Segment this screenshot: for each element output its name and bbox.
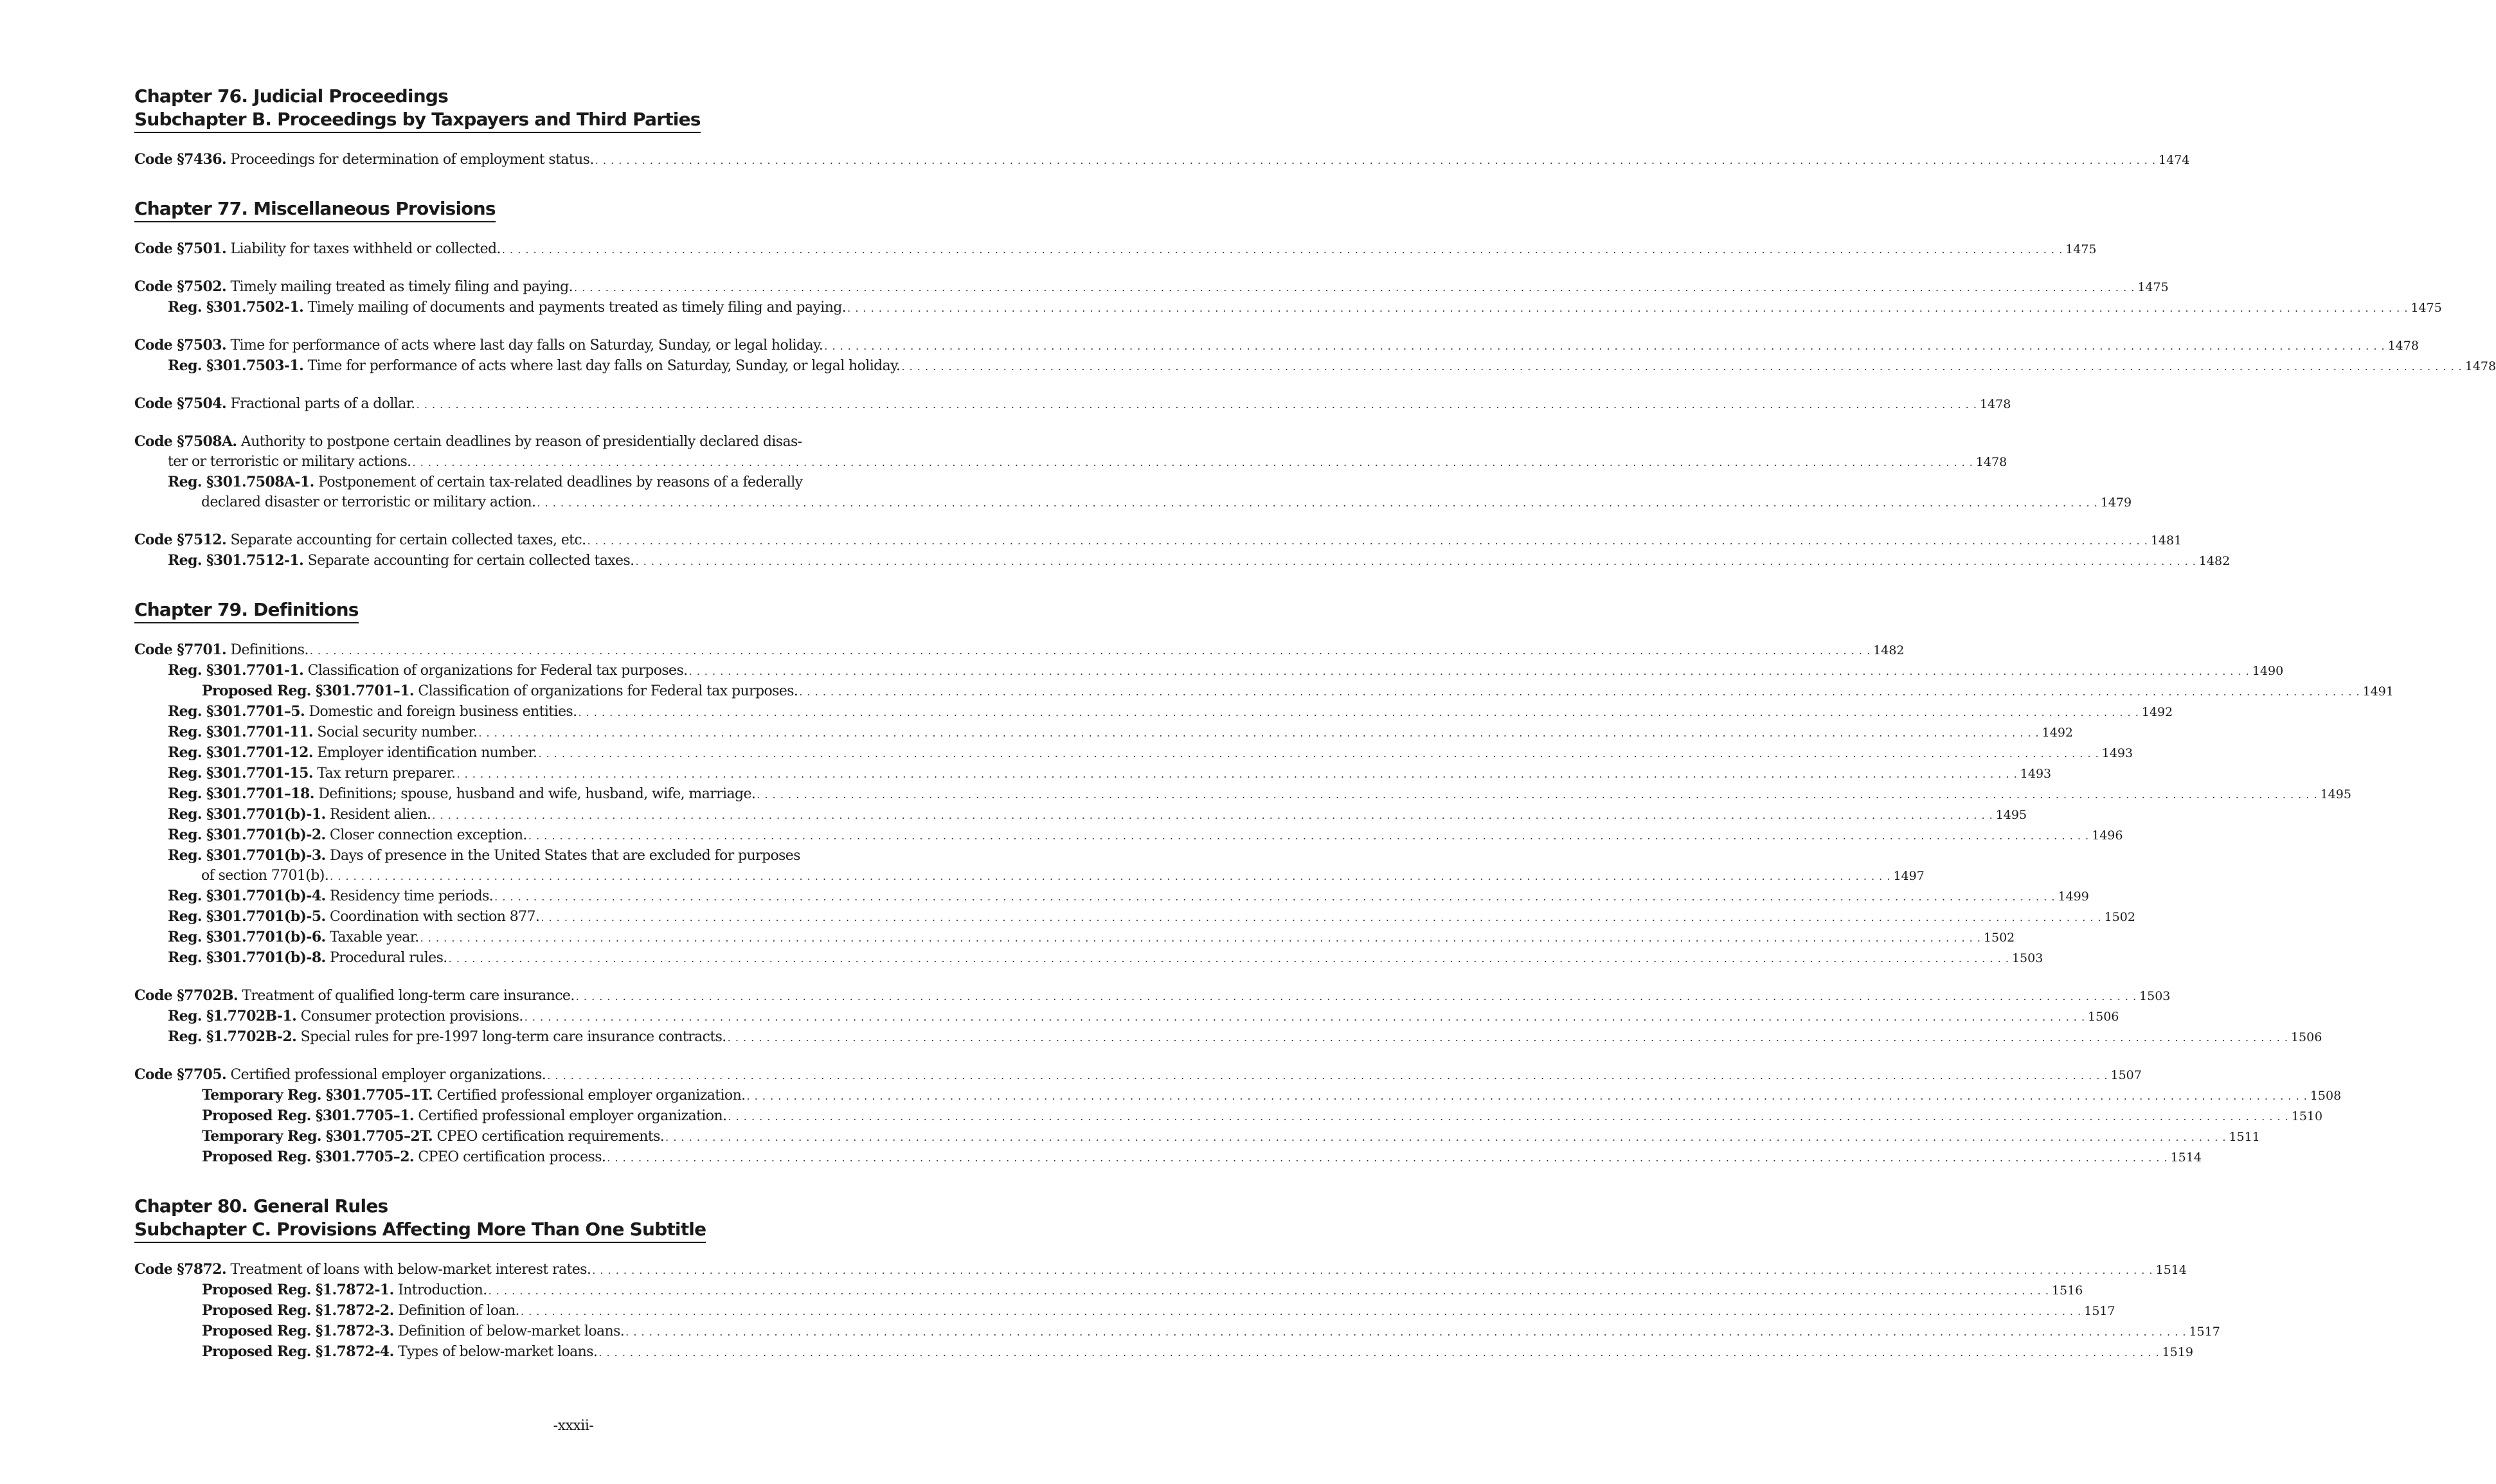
toc-entry[interactable] bbox=[134, 681, 2394, 702]
toc-entry-page: 1517 bbox=[2084, 1304, 2115, 1318]
toc-entry[interactable] bbox=[134, 1065, 2142, 1086]
toc-entry[interactable] bbox=[134, 640, 1905, 661]
toc-entry-label: Reg. §1.7702B-2. bbox=[168, 1028, 297, 1045]
toc-entry[interactable] bbox=[134, 1006, 2119, 1027]
toc-section bbox=[134, 640, 2394, 969]
toc-entry-page: 1519 bbox=[2162, 1345, 2193, 1359]
toc-entry-page: 1490 bbox=[2252, 664, 2284, 678]
dot-leader bbox=[665, 1127, 2226, 1147]
dot-leader bbox=[592, 1260, 2153, 1280]
toc-entry-label: Temporary Reg. §301.7705–2T. bbox=[202, 1128, 433, 1145]
toc-entry[interactable] bbox=[134, 239, 2097, 260]
toc-entry-text: Classification of organizations for Federal tax purposes. bbox=[418, 683, 798, 699]
toc-entry-text: Domestic and foreign business entities. bbox=[309, 704, 577, 720]
toc-entry-text: Definitions. bbox=[230, 642, 309, 658]
chapter bbox=[134, 197, 2496, 571]
toc-entry-label: Reg. §301.7701-11. bbox=[168, 724, 313, 740]
toc-entry-label: Code §7436. bbox=[134, 151, 227, 168]
table-of-contents bbox=[134, 85, 2496, 1368]
toc-entry-label: Reg. §301.7701(b)-5. bbox=[168, 908, 326, 925]
toc-entry-page: 1478 bbox=[1979, 397, 2011, 411]
toc-entry-text: Liability for taxes withheld or collected. bbox=[230, 241, 501, 257]
toc-entry-text: Types of below-market loans. bbox=[398, 1344, 598, 1360]
toc-entry-page: 1511 bbox=[2229, 1130, 2260, 1144]
toc-entry-page: 1508 bbox=[2310, 1089, 2342, 1103]
toc-entry[interactable] bbox=[134, 394, 2011, 415]
toc-entry-page: 1478 bbox=[2465, 359, 2496, 373]
dot-leader bbox=[538, 744, 2099, 764]
toc-section bbox=[134, 432, 2132, 513]
dot-leader bbox=[449, 949, 2009, 969]
dot-leader bbox=[525, 1007, 2085, 1027]
toc-entry-label: Reg. §301.7701(b)-2. bbox=[168, 827, 326, 843]
toc-entry-text: Taxable year. bbox=[330, 929, 419, 945]
toc-entry-page: 1493 bbox=[2101, 746, 2133, 760]
toc-entry-page: 1479 bbox=[2100, 496, 2132, 510]
dot-leader bbox=[747, 1086, 2308, 1106]
toc-entry[interactable] bbox=[134, 986, 2171, 1006]
toc-entry[interactable] bbox=[134, 298, 2442, 318]
toc-entry-text: Timely mailing of documents and payments treated as timely filing and paying. bbox=[307, 299, 847, 316]
toc-entry[interactable] bbox=[134, 1342, 2193, 1363]
toc-entry-label: Proposed Reg. §301.7701–1. bbox=[202, 683, 414, 699]
toc-entry-text: of section 7701(b). bbox=[201, 868, 329, 884]
toc-entry[interactable] bbox=[134, 1127, 2260, 1147]
toc-entry-label: Proposed Reg. §301.7705–2. bbox=[202, 1149, 414, 1165]
toc-entry-label: Reg. §301.7508A-1. bbox=[168, 474, 314, 490]
toc-entry-page: 1506 bbox=[2290, 1030, 2322, 1044]
toc-entry-text: Tax return preparer. bbox=[317, 765, 456, 782]
dot-leader bbox=[478, 723, 2039, 743]
dot-leader bbox=[489, 1281, 2049, 1301]
toc-entry-label: Code §7705. bbox=[134, 1066, 227, 1083]
dot-leader bbox=[528, 826, 2089, 846]
toc-entry-label: Code §7503. bbox=[134, 337, 227, 353]
toc-entry-page: 1482 bbox=[1873, 643, 1905, 657]
chapter-title: Chapter 80. General Rules bbox=[134, 1195, 388, 1217]
toc-entry[interactable] bbox=[134, 150, 2190, 170]
toc-entry-text: ter or terroristic or military actions. bbox=[168, 454, 411, 470]
toc-entry-text: Time for performance of acts where last day falls on Saturday, Sunday, or legal holiday. bbox=[230, 337, 823, 353]
toc-entry[interactable] bbox=[134, 846, 1925, 886]
chapter-heading bbox=[134, 1195, 997, 1243]
dot-leader bbox=[456, 764, 2017, 784]
dot-leader bbox=[598, 1343, 2159, 1363]
toc-entry[interactable] bbox=[134, 702, 2173, 722]
toc-section bbox=[134, 986, 2322, 1048]
dot-leader bbox=[595, 150, 2156, 170]
subchapter-title: Subchapter C. Provisions Affecting More Than One Subtitle bbox=[134, 1218, 706, 1243]
toc-entry-label: Proposed Reg. §301.7705–1. bbox=[202, 1107, 414, 1124]
chapter bbox=[134, 85, 2190, 170]
dot-leader bbox=[547, 1066, 2108, 1086]
toc-entry[interactable] bbox=[134, 551, 2231, 571]
toc-entry-label: Code §7512. bbox=[134, 532, 227, 548]
page-number: -xxxii- bbox=[553, 1418, 594, 1434]
toc-entry-label: Code §7508A. bbox=[134, 433, 237, 450]
toc-entry-label: Code §7701. bbox=[134, 641, 227, 658]
toc-entry-text: Special rules for pre-1997 long-term care insurance contracts. bbox=[300, 1029, 726, 1045]
dot-leader bbox=[417, 395, 1977, 415]
toc-entry-page: 1502 bbox=[2104, 910, 2135, 924]
dot-leader bbox=[799, 682, 2360, 702]
toc-entry-page: 1492 bbox=[2042, 726, 2073, 740]
toc-entry-label: Proposed Reg. §1.7872-1. bbox=[202, 1282, 394, 1298]
toc-entry-text: Separate accounting for certain collected taxes. bbox=[307, 553, 634, 569]
toc-entry-label: Reg. §301.7701-15. bbox=[168, 765, 313, 782]
toc-entry[interactable] bbox=[134, 1027, 2322, 1048]
toc-entry-page: 1475 bbox=[2411, 301, 2442, 315]
toc-section bbox=[134, 277, 2442, 318]
toc-entry-text: Introduction. bbox=[398, 1282, 487, 1298]
toc-entry[interactable] bbox=[134, 743, 2133, 764]
toc-entry[interactable] bbox=[134, 1086, 2342, 1106]
toc-entry-label: Proposed Reg. §1.7872-3. bbox=[202, 1323, 394, 1339]
dot-leader bbox=[310, 641, 1871, 661]
toc-entry-page: 1503 bbox=[2139, 989, 2171, 1003]
dot-leader bbox=[625, 1322, 2186, 1342]
toc-entry-text: Postponement of certain tax-related deadlines by reasons of a federally bbox=[318, 474, 803, 490]
toc-entry[interactable] bbox=[134, 886, 2089, 907]
toc-entry-page: 1481 bbox=[2150, 533, 2182, 548]
dot-leader bbox=[537, 493, 2097, 513]
dot-leader bbox=[574, 278, 2135, 298]
chapter-title: Chapter 76. Judicial Proceedings bbox=[134, 85, 448, 107]
chapter-title: Chapter 77. Miscellaneous Provisions bbox=[134, 197, 496, 222]
toc-entry[interactable] bbox=[134, 661, 2284, 681]
toc-entry-label: Reg. §301.7701–5. bbox=[168, 703, 305, 720]
toc-entry-label: Code §7501. bbox=[134, 240, 227, 257]
toc-entry-page: 1491 bbox=[2362, 684, 2394, 699]
toc-entry-page: 1499 bbox=[2058, 890, 2089, 904]
toc-entry-text: Definition of below-market loans. bbox=[398, 1323, 625, 1339]
chapter bbox=[134, 598, 2394, 1168]
toc-entry[interactable] bbox=[134, 530, 2182, 551]
dot-leader bbox=[728, 1028, 2288, 1048]
toc-section bbox=[134, 150, 2190, 170]
toc-entry[interactable] bbox=[134, 764, 2052, 784]
toc-entry-text: Social security number. bbox=[317, 724, 478, 740]
toc-entry-text: Fractional parts of a dollar. bbox=[230, 396, 415, 412]
toc-entry-label: Reg. §301.7502-1. bbox=[168, 299, 304, 316]
toc-section bbox=[134, 394, 2011, 415]
toc-entry-page: 1514 bbox=[2155, 1263, 2187, 1277]
toc-entry-label: Reg. §301.7503-1. bbox=[168, 357, 304, 374]
toc-entry-text: Employer identification number. bbox=[317, 745, 537, 761]
toc-entry-text: CPEO certification requirements. bbox=[436, 1129, 665, 1145]
toc-entry[interactable] bbox=[134, 432, 2007, 472]
toc-entry-text: Authority to postpone certain deadlines by reason of presidentially declared disas- bbox=[240, 434, 802, 450]
toc-entry-text: Procedural rules. bbox=[330, 950, 447, 966]
dot-leader bbox=[824, 336, 2385, 356]
toc-entry-page: 1503 bbox=[2011, 951, 2043, 965]
toc-entry-text: declared disaster or terroristic or military action. bbox=[201, 494, 536, 510]
toc-entry-page: 1495 bbox=[1995, 808, 2027, 822]
toc-entry-label: Temporary Reg. §301.7705–1T. bbox=[202, 1087, 433, 1104]
toc-entry-page: 1496 bbox=[2092, 828, 2123, 843]
dot-leader bbox=[413, 452, 1973, 472]
toc-entry-label: Reg. §301.7701(b)-3. bbox=[168, 847, 326, 864]
toc-section bbox=[134, 530, 2231, 571]
dot-leader bbox=[420, 928, 1981, 948]
toc-entry[interactable] bbox=[134, 1147, 2202, 1168]
toc-entry[interactable] bbox=[134, 722, 2073, 743]
toc-entry-text: CPEO certification process. bbox=[418, 1149, 606, 1165]
toc-entry[interactable] bbox=[134, 948, 2043, 969]
toc-entry-text: Days of presence in the United States that are excluded for purposes bbox=[330, 848, 800, 864]
dot-leader bbox=[689, 661, 2250, 681]
toc-entry-page: 1474 bbox=[2159, 153, 2190, 167]
chapter bbox=[134, 1195, 2220, 1363]
toc-entry-label: Code §7702B. bbox=[134, 987, 238, 1004]
toc-entry-page: 1514 bbox=[2170, 1150, 2202, 1165]
toc-entry-label: Reg. §301.7701–18. bbox=[168, 785, 314, 802]
toc-entry-page: 1506 bbox=[2088, 1010, 2119, 1024]
toc-entry-text: Certified professional employer organizations. bbox=[230, 1067, 546, 1083]
toc-entry[interactable] bbox=[134, 784, 2351, 805]
toc-entry-page: 1478 bbox=[2387, 339, 2419, 353]
toc-section bbox=[134, 1260, 2220, 1363]
toc-entry[interactable] bbox=[134, 335, 2419, 356]
toc-entry[interactable] bbox=[134, 825, 2123, 846]
toc-entry-text: Proceedings for determination of employment status. bbox=[230, 152, 594, 168]
toc-entry[interactable] bbox=[134, 1280, 2083, 1301]
dot-leader bbox=[502, 240, 2063, 260]
toc-entry-text: Separate accounting for certain collected taxes, etc. bbox=[230, 532, 586, 548]
dot-leader bbox=[901, 357, 2462, 377]
toc-entry-label: Reg. §301.7701(b)-1. bbox=[168, 806, 326, 823]
toc-entry-label: Reg. §301.7701-1. bbox=[168, 662, 304, 679]
toc-entry[interactable] bbox=[134, 1260, 2187, 1280]
toc-entry-page: 1502 bbox=[1983, 931, 2015, 945]
dot-leader bbox=[728, 1107, 2288, 1127]
chapter-heading bbox=[134, 197, 997, 222]
toc-entry-page: 1492 bbox=[2141, 705, 2173, 719]
toc-entry-text: Resident alien. bbox=[330, 807, 431, 823]
dot-leader bbox=[494, 887, 2055, 907]
toc-entry-page: 1495 bbox=[2320, 787, 2351, 801]
dot-leader bbox=[578, 702, 2139, 722]
dot-leader bbox=[432, 805, 1993, 825]
toc-entry-page: 1516 bbox=[2051, 1283, 2083, 1298]
toc-entry[interactable] bbox=[134, 927, 2015, 948]
toc-entry-page: 1493 bbox=[2020, 767, 2052, 781]
chapter-heading bbox=[134, 598, 997, 623]
toc-entry-label: Reg. §301.7701-12. bbox=[168, 744, 313, 761]
subchapter-title: Subchapter B. Proceedings by Taxpayers and Third Parties bbox=[134, 108, 701, 133]
toc-entry[interactable] bbox=[134, 356, 2496, 377]
toc-entry-page: 1507 bbox=[2110, 1068, 2142, 1082]
toc-entry-label: Reg. §301.7701(b)-8. bbox=[168, 949, 326, 966]
chapter-title: Chapter 79. Definitions bbox=[134, 598, 359, 623]
toc-entry[interactable] bbox=[134, 277, 2169, 298]
toc-entry-page: 1517 bbox=[2189, 1325, 2220, 1339]
toc-entry[interactable] bbox=[134, 907, 2135, 927]
toc-entry-label: Code §7872. bbox=[134, 1261, 227, 1278]
toc-entry-label: Reg. §1.7702B-1. bbox=[168, 1008, 297, 1024]
toc-entry-label: Code §7502. bbox=[134, 278, 227, 295]
dot-leader bbox=[847, 298, 2408, 318]
toc-entry-text: Coordination with section 877. bbox=[330, 909, 540, 925]
toc-section bbox=[134, 1065, 2342, 1168]
toc-entry[interactable] bbox=[134, 1321, 2220, 1342]
toc-entry[interactable] bbox=[134, 472, 2132, 513]
toc-entry-text: Certified professional employer organization. bbox=[436, 1087, 746, 1104]
toc-entry-text: Residency time periods. bbox=[330, 888, 494, 904]
toc-entry[interactable] bbox=[134, 1301, 2115, 1321]
toc-entry-text: Consumer protection provisions. bbox=[300, 1008, 523, 1024]
dot-leader bbox=[576, 987, 2137, 1006]
dot-leader bbox=[588, 531, 2148, 551]
toc-entry-text: Treatment of qualified long-term care insurance. bbox=[242, 988, 575, 1004]
toc-entry-text: Certified professional employer organization. bbox=[418, 1108, 727, 1124]
toc-entry-page: 1475 bbox=[2065, 242, 2097, 256]
toc-section bbox=[134, 335, 2496, 377]
toc-entry-text: Classification of organizations for Federal tax purposes. bbox=[307, 663, 688, 679]
toc-entry-page: 1497 bbox=[1893, 869, 1925, 883]
dot-leader bbox=[541, 907, 2101, 927]
toc-entry-page: 1482 bbox=[2198, 554, 2231, 568]
chapter-heading bbox=[134, 85, 997, 133]
toc-entry-text: Definition of loan. bbox=[398, 1303, 519, 1319]
toc-entry-label: Proposed Reg. §1.7872-4. bbox=[202, 1343, 394, 1360]
toc-entry-text: Time for performance of acts where last day falls on Saturday, Sunday, or legal holiday. bbox=[307, 358, 901, 374]
toc-entry-text: Definitions; spouse, husband and wife, husband, wife, marriage. bbox=[318, 786, 756, 802]
dot-leader bbox=[757, 785, 2317, 805]
toc-entry-text: Timely mailing treated as timely filing and paying. bbox=[230, 279, 573, 295]
toc-entry[interactable] bbox=[134, 805, 2027, 825]
dot-leader bbox=[636, 551, 2196, 571]
toc-entry-page: 1478 bbox=[1975, 455, 2007, 469]
dot-leader bbox=[607, 1148, 2168, 1168]
toc-section bbox=[134, 239, 2097, 260]
dot-leader bbox=[521, 1301, 2081, 1321]
toc-entry-page: 1510 bbox=[2291, 1109, 2323, 1123]
toc-entry-label: Reg. §301.7701(b)-4. bbox=[168, 888, 326, 904]
toc-entry-label: Reg. §301.7701(b)-6. bbox=[168, 929, 326, 945]
dot-leader bbox=[330, 866, 1890, 886]
toc-entry-label: Reg. §301.7512-1. bbox=[168, 552, 304, 569]
toc-entry[interactable] bbox=[134, 1106, 2323, 1127]
toc-entry-label: Code §7504. bbox=[134, 395, 227, 412]
toc-entry-page: 1475 bbox=[2137, 280, 2169, 294]
toc-entry-text: Treatment of loans with below-market interest rates. bbox=[230, 1262, 591, 1278]
toc-entry-label: Proposed Reg. §1.7872-2. bbox=[202, 1302, 394, 1319]
toc-entry-text: Closer connection exception. bbox=[330, 827, 527, 843]
